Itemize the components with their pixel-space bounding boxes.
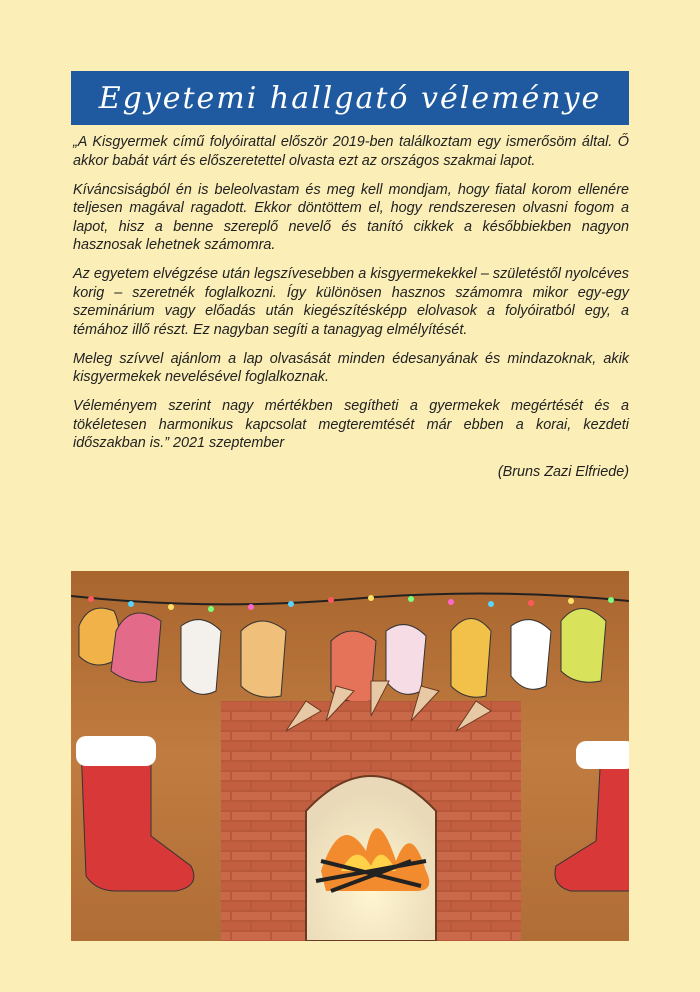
heading-bar (71, 71, 629, 125)
testimonial-text (73, 133, 629, 492)
paragraph: Kíváncsiságból én is beleolvastam és meg kell mondjam, hogy fiatal korom ellenére teljesen magával ragadott. Ekkor döntöttem el, hogy rendszeresen olvasni fogom a lapot, hisz a benne szereplő nevelő és tanító cikkek a későbbiekben nagyon hasznosak lehetnek számomra. (73, 181, 629, 253)
signature: (Bruns Zazi Elfriede) (497, 464, 629, 480)
fireplace-photo (71, 571, 629, 941)
paragraph: Meleg szívvel ajánlom a lap olvasását minden édesanyának és mindazoknak, akik kisgyermekek nevelésével foglalkoznak. (73, 350, 629, 385)
fireplace-illustration (71, 571, 629, 941)
page-title: Egyetemi hallgató véleménye (98, 80, 602, 116)
paragraph: Az egyetem elvégzése után legszívesebben a kisgyermekekkel – születéstől nyolcéves korig – szeretnék foglalkozni. Így különösen hasznos számomra mikor egy-egy szeminárium vagy előadás után kiegészítésképp elolvasok a folyóiratból egy, a témához illő részt. Ez nagyban segíti a tanagyag elmélyítését. (73, 266, 629, 338)
paragraph: „A Kisgyermek című folyóirattal először 2019-ben találkoztam egy ismerősöm által. Ő akkor babát várt és előszeretettel olvasta ezt az országos szakmai lapot. (73, 134, 629, 169)
paragraph: Véleményem szerint nagy mértékben segítheti a gyermekek megértését és a tökéletesen harmonikus kapcsolat megteremtését már ebben a korai, kezdeti időszakban is.” 2021 szeptember (73, 398, 629, 451)
